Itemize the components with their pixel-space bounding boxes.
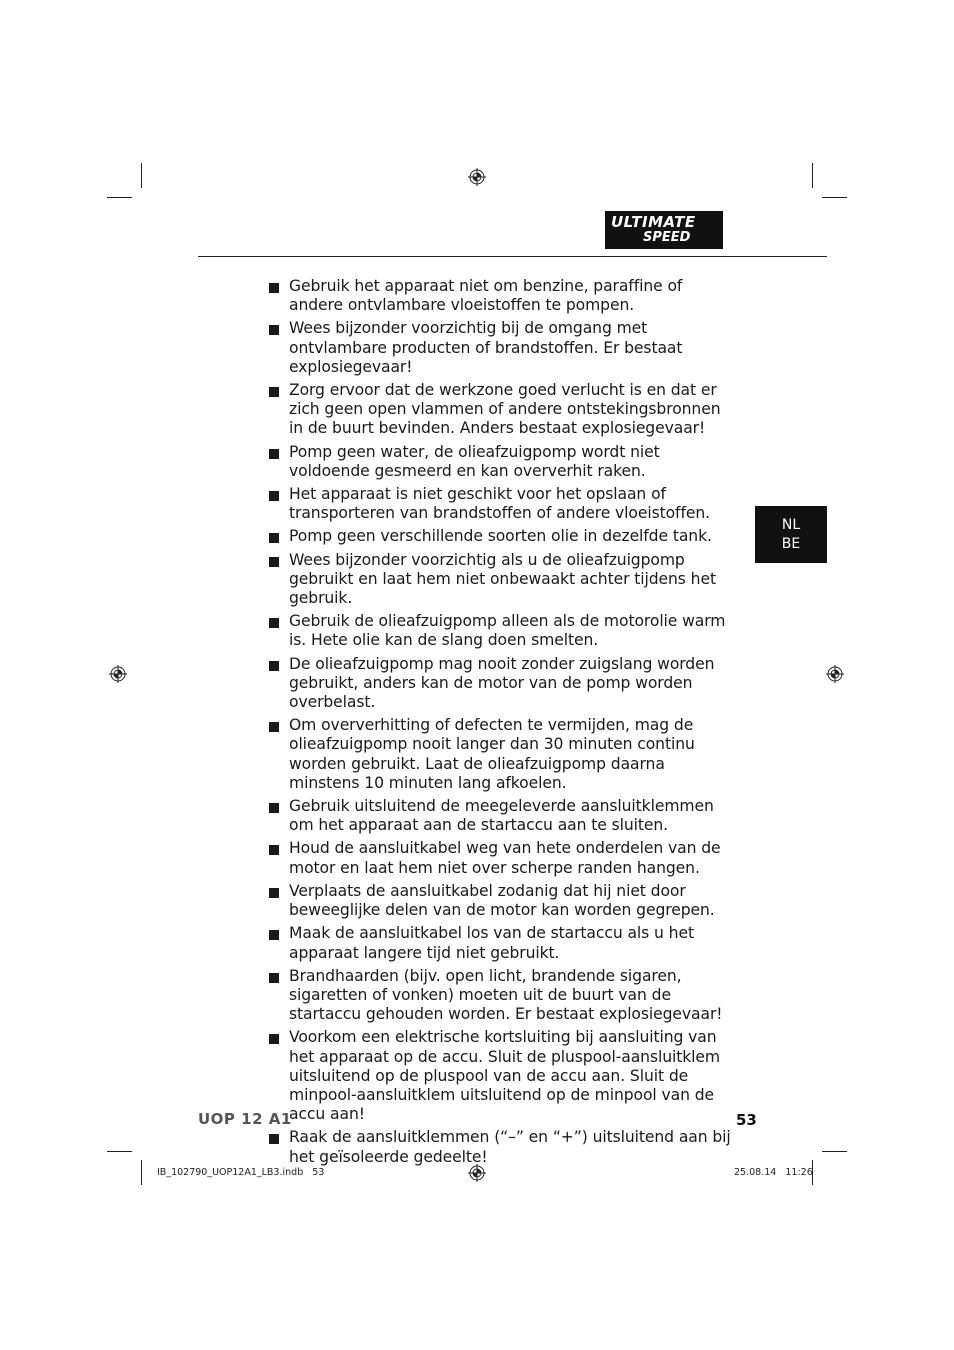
list-item-text: Verplaats de aansluitkabel zodanig dat hij niet door beweeglijke delen van de motor kan worden gegrepen. [289,881,715,920]
square-bullet-icon [269,618,279,628]
crop-mark-top-right-h [822,197,847,198]
list-item-text: Gebruik de olieafzuigpomp alleen als de motorolie warm is. Hete olie kan de slang doen smelten. [289,612,726,650]
language-tab-line-2: BE [781,536,801,552]
crop-mark-bottom-left-v [141,1160,142,1185]
crop-mark-bottom-left-h [107,1151,132,1152]
list-item-text: Maak de aansluitkabel los van de startaccu als u het apparaat langere tijd niet gebruikt. [289,924,694,962]
list-item-text: Gebruik het apparaat niet om benzine, paraffine of andere ontvlambare vloeistoffen te pompen. [289,277,683,315]
square-bullet-icon [269,1134,279,1144]
list-item-text: Wees bijzonder voorzichtig bij de omgang met ontvlambare producten of brandstoffen. Er bestaat explosiegevaar! [289,319,683,376]
list-item-text: Brandhaarden (bijv. open licht, brandende sigaren, sigaretten of vonken) moeten uit de buurt van de startaccu gehouden worden. Er bestaat explosiegevaar! [289,966,723,1024]
list-item [268,1028,738,1124]
list-item [268,716,738,793]
list-item-text: Raak de aansluitklemmen (“–” en “+”) uitsluitend aan bij het geïsoleerde gedeelte! [289,1128,731,1166]
list-item-text: Om oververhitting of defecten te vermijden, mag de olieafzuigpomp nooit langer dan 30 minuten continu worden gebruikt. Laat de olieafzuigpomp daarna minstens 10 minuten lang afkoelen. [289,716,695,792]
list-item [268,443,738,481]
list-item [268,319,738,377]
list-item [268,612,738,650]
square-bullet-icon [269,491,279,501]
list-item [268,797,738,835]
crop-mark-bottom-right-h [822,1151,847,1152]
list-item-text: Voorkom een elektrische kortsluiting bij aansluiting van het apparaat op de accu. Sluit de pluspool-aansluitklem uitsluitend op de pluspool van de accu aan. Sluit de minpool-aansluitklem uitsluitend op de minpool van de accu aan! [289,1028,720,1124]
list-item-text: Pomp geen water, de olieafzuigpomp wordt niet voldoende gesmeerd en kan oververhit raken. [289,442,660,480]
square-bullet-icon [269,1034,279,1044]
list-item-text: Houd de aansluitkabel weg van hete onderdelen van de motor en laat hem niet over scherpe randen hangen. [289,839,721,877]
crop-mark-top-right-v [812,163,813,188]
square-bullet-icon [269,325,279,335]
header-rule [198,256,827,257]
list-item [268,924,738,962]
slug-datetime: 25.08.14 11:26 [734,1167,813,1178]
slug-file-name: IB_102790_UOP12A1_LB3.indb 53 [157,1167,325,1178]
logo-line-2: SPEED [643,230,691,245]
square-bullet-icon [269,845,279,855]
registration-mark-icon [468,168,486,186]
square-bullet-icon [269,661,279,671]
square-bullet-icon [269,973,279,983]
logo-line-1: ULTIMATE [611,213,696,231]
square-bullet-icon [269,283,279,293]
square-bullet-icon [269,722,279,732]
page-number: 53 [736,1111,757,1129]
list-item-text: Pomp geen verschillende soorten olie in dezelfde tank. [289,527,712,546]
list-item [268,277,738,315]
registration-mark-icon [826,665,844,683]
square-bullet-icon [269,533,279,543]
registration-mark-icon [109,665,127,683]
list-item [268,655,738,713]
language-tab-line-1: NL [781,517,801,533]
list-item-text: Wees bijzonder voorzichtig als u de olieafzuigpomp gebruikt en laat hem niet onbewaakt achter tijdens het gebruik. [289,550,716,608]
footer-model-name: UOP 12 A1 [198,1110,292,1128]
list-item [268,967,738,1025]
safety-instructions-list [268,277,738,1171]
list-item [268,1128,738,1166]
list-item [268,551,738,609]
list-item [268,485,738,523]
square-bullet-icon [269,387,279,397]
list-item-text: Het apparaat is niet geschikt voor het opslaan of transporteren van brandstoffen of andere vloeistoffen. [289,485,710,523]
crop-mark-top-left-h [107,197,132,198]
list-item [268,882,738,920]
list-item-text: Gebruik uitsluitend de meegeleverde aansluitklemmen om het apparaat aan de startaccu aan te sluiten. [289,797,714,835]
list-item [268,527,738,546]
list-item-text: Zorg ervoor dat de werkzone goed verlucht is en dat er zich geen open vlammen of andere ontstekingsbronnen in de buurt bevinden. Anders bestaat explosiegevaar! [289,381,721,438]
list-item-text: De olieafzuigpomp mag nooit zonder zuigslang worden gebruikt, anders kan de motor van de pomp worden overbelast. [289,654,715,712]
square-bullet-icon [269,803,279,813]
square-bullet-icon [269,449,279,459]
crop-mark-top-left-v [141,163,142,188]
language-tab [755,506,827,563]
list-item [268,839,738,877]
square-bullet-icon [269,930,279,940]
square-bullet-icon [269,888,279,898]
square-bullet-icon [269,557,279,567]
list-item [268,381,738,439]
brand-logo [605,211,723,249]
